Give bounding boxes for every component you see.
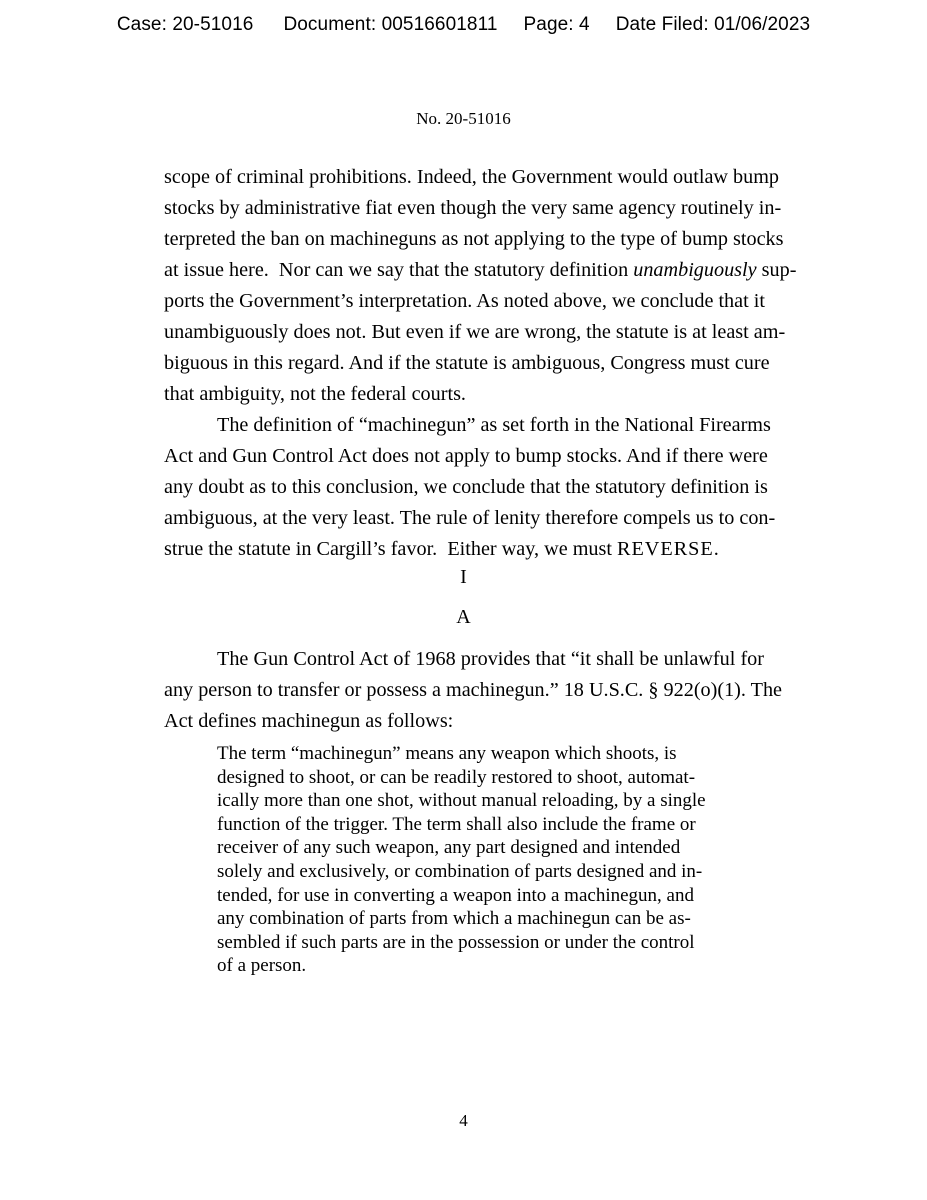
text-line: any doubt as to this conclusion, we conclude that the statutory definition is — [164, 476, 768, 498]
filing-header — [0, 14, 927, 36]
document-number: Document: 00516601811 — [283, 14, 498, 35]
block-quote — [217, 742, 709, 978]
text-line: terpreted the ban on machineguns as not applying to the type of bump stocks — [164, 228, 784, 250]
text-line — [164, 534, 764, 565]
paragraph-2 — [164, 410, 776, 565]
quote-line: designed to shoot, or can be readily restored to shoot, automat- — [217, 766, 696, 788]
page-number: 4 — [459, 1111, 468, 1130]
paragraph-1 — [164, 162, 797, 410]
doc-number: No. 20-51016 — [416, 109, 511, 128]
text-line: biguous in this regard. And if the statute is ambiguous, Congress must cure — [164, 352, 770, 374]
text-line: ambiguous, at the very least. The rule of lenity therefore compels us to con- — [164, 507, 776, 529]
text-line: any person to transfer or possess a machinegun.” 18 U.S.C. § 922(o)(1). The — [164, 679, 783, 701]
text-line: stocks by administrative fiat even though the very same agency routinely in- — [164, 197, 782, 219]
text-line: The Gun Control Act of 1968 provides that “it shall be unlawful for — [217, 648, 764, 670]
section-heading: I — [460, 566, 467, 588]
quote-line: receiver of any such weapon, any part designed and intended — [217, 837, 681, 859]
text-line: The definition of “machinegun” as set forth in the National Firearms — [217, 414, 771, 436]
quote-line: tended, for use in converting a weapon into a machinegun, and — [217, 884, 694, 906]
quote-line: ically more than one shot, without manual reloading, by a single — [217, 790, 706, 812]
text-segment: . — [713, 538, 719, 560]
quote-line: any combination of parts from which a machinegun can be as- — [217, 908, 691, 930]
text-line: Act and Gun Control Act does not apply to bump stocks. And if there were — [164, 445, 768, 467]
text-line: Act defines machinegun as follows: — [164, 710, 454, 732]
disposition: REVERSE — [617, 538, 714, 560]
text-line: scope of criminal prohibitions. Indeed, the Government would outlaw bump — [164, 166, 780, 188]
emphasis-text: unambiguously — [633, 259, 757, 281]
case-number: Case: 20-51016 — [116, 14, 254, 35]
quote-line: of a person. — [217, 955, 307, 977]
text-segment: at issue here. Nor can we say that the statutory definition — [164, 259, 634, 281]
page-label: Page: 4 — [523, 14, 590, 35]
text-line: ports the Government’s interpretation. As noted above, we conclude that it — [164, 290, 765, 312]
quote-line: solely and exclusively, or combination of parts designed and in- — [217, 860, 703, 882]
quote-line: sembled if such parts are in the possession or under the control — [217, 931, 695, 953]
date-filed: Date Filed: 01/06/2023 — [615, 14, 811, 35]
text-line: that ambiguity, not the federal courts. — [164, 383, 466, 405]
paragraph-3 — [164, 644, 783, 737]
subsection-heading: A — [456, 606, 471, 628]
text-line — [164, 255, 797, 286]
quote-line: function of the trigger. The term shall also include the frame or — [217, 813, 696, 835]
text-segment: strue the statute in Cargill’s favor. Either way, we must — [164, 538, 618, 560]
quote-line: The term “machinegun” means any weapon which shoots, is — [217, 743, 677, 764]
text-line: unambiguously does not. But even if we are wrong, the statute is at least am- — [164, 321, 786, 343]
text-segment: sup- — [756, 259, 797, 281]
